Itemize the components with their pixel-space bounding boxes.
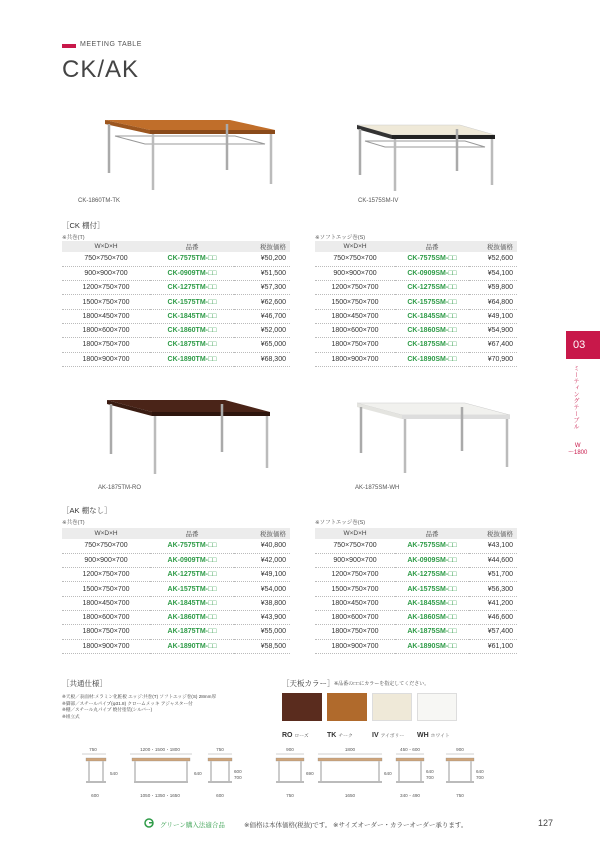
price-cell: ¥62,600 bbox=[234, 295, 290, 309]
price-cell: ¥54,900 bbox=[469, 323, 517, 337]
photo-caption-ck-iv: CK-1575SM-IV bbox=[358, 198, 399, 204]
size-cell: 1200×750×700 bbox=[62, 281, 150, 295]
photo-ck-tk bbox=[95, 108, 295, 198]
part-number-cell: AK-1845SM-□□ bbox=[395, 596, 469, 610]
col-header-price: 税抜価格 bbox=[234, 528, 290, 539]
side-width-label bbox=[568, 443, 587, 457]
price-cell: ¥38,800 bbox=[234, 596, 290, 610]
part-number-cell: CK-7575TM-□□ bbox=[150, 252, 234, 266]
ak-right-table bbox=[315, 528, 517, 654]
photo-ak-ro bbox=[95, 390, 295, 480]
dim-drawing-6 bbox=[396, 747, 434, 798]
side-category-label: ミーティングテーブル bbox=[572, 365, 578, 430]
part-number-cell: CK-1275TM-□□ bbox=[150, 281, 234, 295]
col-header-price: 税抜価格 bbox=[469, 528, 517, 539]
size-cell: 1800×750×700 bbox=[315, 338, 395, 352]
table-row bbox=[62, 295, 290, 309]
swatch-name: チーク bbox=[338, 734, 353, 739]
dim-drawing-4 bbox=[276, 747, 314, 798]
ak-left-table bbox=[62, 528, 290, 654]
price-cell: ¥52,000 bbox=[234, 323, 290, 337]
part-number-cell: AK-1875TM-□□ bbox=[150, 625, 234, 639]
price-cell: ¥55,000 bbox=[234, 625, 290, 639]
price-cell: ¥52,600 bbox=[469, 252, 517, 266]
size-cell: 1800×600×700 bbox=[62, 610, 150, 624]
part-number-cell: CK-1860SM-□□ bbox=[395, 323, 469, 337]
part-number-cell: AK-1860TM-□□ bbox=[150, 610, 234, 624]
col-header-size: W×D×H bbox=[62, 528, 150, 539]
dim-label: 700 bbox=[476, 775, 484, 780]
color-box-note: ※品番の□□にカラーを指定してください。 bbox=[334, 681, 430, 687]
dim-label: 540 bbox=[110, 771, 118, 776]
photo-caption-ak-wh: AK-1875SM-WH bbox=[355, 485, 400, 491]
table-row bbox=[315, 582, 517, 596]
table-row bbox=[315, 266, 517, 280]
dim-label: 450・600 bbox=[400, 747, 420, 752]
size-cell: 1500×750×700 bbox=[62, 295, 150, 309]
size-cell: 1800×600×700 bbox=[62, 323, 150, 337]
part-number-cell: CK-0909TM-□□ bbox=[150, 266, 234, 280]
green-logo-icon bbox=[143, 818, 157, 828]
part-number-cell: AK-0909SM-□□ bbox=[395, 553, 469, 567]
photo-caption-ak-ro: AK-1875TM-RO bbox=[98, 485, 142, 491]
ck-right-subtitle: ※ソフトエッジ巻(S) bbox=[315, 235, 366, 241]
col-header-price: 税抜価格 bbox=[469, 241, 517, 252]
part-number-cell: CK-1890SM-□□ bbox=[395, 352, 469, 366]
part-number-cell: AK-1575SM-□□ bbox=[395, 582, 469, 596]
price-cell: ¥46,600 bbox=[469, 610, 517, 624]
table-row bbox=[315, 568, 517, 582]
side-w-range: ～1800 bbox=[568, 450, 588, 456]
part-number-cell: AK-1890SM-□□ bbox=[395, 639, 469, 653]
table-row bbox=[315, 539, 517, 553]
swatch-name: ローズ bbox=[294, 734, 309, 739]
size-cell: 1500×750×700 bbox=[315, 295, 395, 309]
price-cell: ¥43,100 bbox=[469, 539, 517, 553]
part-number-cell: AK-1845TM-□□ bbox=[150, 596, 234, 610]
part-number-cell: AK-1875SM-□□ bbox=[395, 625, 469, 639]
dim-label: 750 bbox=[286, 793, 294, 798]
dim-drawing-3 bbox=[208, 747, 242, 798]
table-row bbox=[62, 568, 290, 582]
part-number-cell: AK-7575SM-□□ bbox=[395, 539, 469, 553]
dim-label: 750 bbox=[216, 747, 224, 752]
table-row bbox=[62, 596, 290, 610]
part-number-cell: AK-1275SM-□□ bbox=[395, 568, 469, 582]
table-row bbox=[62, 266, 290, 280]
table-row bbox=[62, 323, 290, 337]
table-row bbox=[62, 309, 290, 323]
table-row bbox=[62, 338, 290, 352]
col-header-part: 品番 bbox=[150, 241, 234, 252]
table-row bbox=[315, 610, 517, 624]
swatch-iv bbox=[372, 693, 412, 721]
dim-label: 600 bbox=[216, 793, 224, 798]
price-cell: ¥61,100 bbox=[469, 639, 517, 653]
swatch-code: TK bbox=[327, 732, 337, 739]
col-header-price: 税抜価格 bbox=[234, 241, 290, 252]
part-number-cell: CK-1875SM-□□ bbox=[395, 338, 469, 352]
part-number-cell: AK-7575TM-□□ bbox=[150, 539, 234, 553]
size-cell: 1200×750×700 bbox=[62, 568, 150, 582]
color-box-title: ［天板カラー］ bbox=[282, 679, 335, 688]
part-number-cell: CK-1845TM-□□ bbox=[150, 309, 234, 323]
table-row bbox=[62, 352, 290, 366]
ak-right-subtitle: ※ソフトエッジ巻(S) bbox=[315, 520, 366, 526]
dim-drawing-2 bbox=[130, 747, 202, 798]
table-row bbox=[62, 281, 290, 295]
price-cell: ¥57,400 bbox=[469, 625, 517, 639]
part-number-cell: AK-1860SM-□□ bbox=[395, 610, 469, 624]
dim-label: 1650 bbox=[344, 793, 356, 798]
price-cell: ¥65,000 bbox=[234, 338, 290, 352]
photo-caption-ck-tk: CK-1860TM-TK bbox=[78, 198, 121, 204]
size-cell: 1200×750×700 bbox=[315, 281, 395, 295]
price-cell: ¥51,700 bbox=[469, 568, 517, 582]
swatch-code: IV bbox=[372, 732, 379, 739]
table-row bbox=[62, 639, 290, 653]
part-number-cell: AK-0909TM-□□ bbox=[150, 553, 234, 567]
size-cell: 1800×750×700 bbox=[62, 338, 150, 352]
table-row bbox=[62, 582, 290, 596]
size-cell: 1800×900×700 bbox=[315, 639, 395, 653]
header-accent-bar bbox=[62, 44, 76, 48]
price-cell: ¥43,900 bbox=[234, 610, 290, 624]
price-cell: ¥42,000 bbox=[234, 553, 290, 567]
green-purchase-label: グリーン購入法適合品 bbox=[160, 822, 225, 829]
table-row bbox=[315, 338, 517, 352]
page-title: CK/AK bbox=[62, 56, 140, 83]
table-row bbox=[62, 625, 290, 639]
part-number-cell: CK-1860TM-□□ bbox=[150, 323, 234, 337]
table-row bbox=[315, 309, 517, 323]
size-cell: 900×900×700 bbox=[315, 266, 395, 280]
size-cell: 1800×450×700 bbox=[315, 596, 395, 610]
size-cell: 1800×900×700 bbox=[315, 352, 395, 366]
dim-label: 340・490 bbox=[400, 793, 420, 798]
size-cell: 1800×450×700 bbox=[315, 309, 395, 323]
table-row bbox=[62, 539, 290, 553]
swatch-code: RO bbox=[282, 732, 293, 739]
price-cell: ¥50,200 bbox=[234, 252, 290, 266]
part-number-cell: AK-1275TM-□□ bbox=[150, 568, 234, 582]
col-header-size: W×D×H bbox=[315, 528, 395, 539]
swatch-code: WH bbox=[417, 732, 429, 739]
price-cell: ¥68,300 bbox=[234, 352, 290, 366]
size-cell: 1200×750×700 bbox=[315, 568, 395, 582]
dim-label: 640 bbox=[384, 771, 392, 776]
size-cell: 1800×600×700 bbox=[315, 323, 395, 337]
size-cell: 750×750×700 bbox=[315, 252, 395, 266]
table-row bbox=[315, 553, 517, 567]
col-header-part: 品番 bbox=[395, 528, 469, 539]
common-spec-title: ［共通仕様］ bbox=[62, 679, 107, 688]
size-cell: 750×750×700 bbox=[62, 252, 150, 266]
dim-label: 700 bbox=[234, 775, 242, 780]
size-cell: 1800×900×700 bbox=[62, 639, 150, 653]
price-cell: ¥54,000 bbox=[234, 582, 290, 596]
size-cell: 750×750×700 bbox=[315, 539, 395, 553]
dim-label: 900 bbox=[286, 747, 294, 752]
table-row bbox=[315, 323, 517, 337]
price-cell: ¥64,800 bbox=[469, 295, 517, 309]
dim-label: 640 bbox=[194, 771, 202, 776]
size-cell: 1800×900×700 bbox=[62, 352, 150, 366]
category-label: MEETING TABLE bbox=[80, 41, 142, 48]
table-row bbox=[315, 625, 517, 639]
common-spec-box bbox=[62, 678, 272, 734]
swatch-label-wh bbox=[417, 724, 450, 742]
ck-section-title: ［CK 棚付］ bbox=[62, 221, 105, 230]
size-cell: 1500×750×700 bbox=[62, 582, 150, 596]
ck-left-subtitle: ※共巻(T) bbox=[62, 235, 85, 241]
dim-label: 600 bbox=[91, 793, 99, 798]
dim-label: 690 bbox=[306, 771, 314, 776]
price-cell: ¥59,800 bbox=[469, 281, 517, 295]
size-cell: 1800×600×700 bbox=[315, 610, 395, 624]
part-number-cell: AK-1575TM-□□ bbox=[150, 582, 234, 596]
price-cell: ¥67,400 bbox=[469, 338, 517, 352]
price-cell: ¥49,100 bbox=[234, 568, 290, 582]
price-cell: ¥54,100 bbox=[469, 266, 517, 280]
col-header-part: 品番 bbox=[150, 528, 234, 539]
size-cell: 900×900×700 bbox=[315, 553, 395, 567]
col-header-part: 品番 bbox=[395, 241, 469, 252]
size-cell: 1800×750×700 bbox=[315, 625, 395, 639]
table-row bbox=[315, 639, 517, 653]
table-row bbox=[62, 252, 290, 266]
dim-label: 640 bbox=[426, 769, 434, 774]
dim-drawing-5 bbox=[318, 747, 392, 798]
price-cell: ¥46,700 bbox=[234, 309, 290, 323]
ak-section-title: ［AK 棚なし］ bbox=[62, 506, 112, 515]
price-cell: ¥49,100 bbox=[469, 309, 517, 323]
size-cell: 1500×750×700 bbox=[315, 582, 395, 596]
dimension-drawings bbox=[80, 745, 520, 805]
dim-label: 1050・1350・1650 bbox=[140, 793, 180, 798]
table-row bbox=[315, 596, 517, 610]
dim-label: 1200・1500・1800 bbox=[140, 747, 180, 752]
part-number-cell: CK-1275SM-□□ bbox=[395, 281, 469, 295]
part-number-cell: CK-1575SM-□□ bbox=[395, 295, 469, 309]
table-row bbox=[315, 281, 517, 295]
size-cell: 900×900×700 bbox=[62, 553, 150, 567]
price-cell: ¥51,500 bbox=[234, 266, 290, 280]
part-number-cell: CK-1890TM-□□ bbox=[150, 352, 234, 366]
chapter-tab: 03 bbox=[566, 331, 600, 359]
swatch-label-iv bbox=[372, 724, 404, 742]
size-cell: 1800×450×700 bbox=[62, 309, 150, 323]
price-cell: ¥70,900 bbox=[469, 352, 517, 366]
dim-label: 750 bbox=[89, 747, 97, 752]
part-number-cell: CK-0909SM-□□ bbox=[395, 266, 469, 280]
ak-left-subtitle: ※共巻(T) bbox=[62, 520, 85, 526]
dim-label: 900 bbox=[456, 747, 464, 752]
price-cell: ¥58,500 bbox=[234, 639, 290, 653]
table-row bbox=[315, 352, 517, 366]
size-cell: 1800×450×700 bbox=[62, 596, 150, 610]
price-cell: ¥57,300 bbox=[234, 281, 290, 295]
dim-label: 1800 bbox=[344, 747, 356, 752]
size-cell: 900×900×700 bbox=[62, 266, 150, 280]
swatch-label-tk bbox=[327, 724, 353, 742]
dim-label: 750 bbox=[456, 793, 464, 798]
photo-ck-iv bbox=[345, 115, 515, 200]
top-color-box bbox=[282, 678, 472, 739]
common-spec-line: ※組立式 bbox=[62, 713, 80, 719]
swatch-tk bbox=[327, 693, 367, 721]
dim-drawing-7 bbox=[446, 747, 484, 798]
common-spec-line: ※天板／表面材:メラミン化粧板 エッジ:共巻(T) ソフトエッジ巻(S) 28mm厚 bbox=[62, 694, 217, 699]
swatch-label-ro bbox=[282, 724, 309, 742]
part-number-cell: CK-1575TM-□□ bbox=[150, 295, 234, 309]
col-header-size: W×D×H bbox=[62, 241, 150, 252]
table-row bbox=[315, 252, 517, 266]
dim-label: 640 bbox=[476, 769, 484, 774]
part-number-cell: CK-1845SM-□□ bbox=[395, 309, 469, 323]
table-row bbox=[62, 610, 290, 624]
price-cell: ¥41,200 bbox=[469, 596, 517, 610]
col-header-size: W×D×H bbox=[315, 241, 395, 252]
part-number-cell: CK-1875TM-□□ bbox=[150, 338, 234, 352]
dim-drawing-1 bbox=[82, 747, 118, 798]
swatch-wh bbox=[417, 693, 457, 721]
common-spec-line: ※棚／スチール丸パイプ 焼付塗装(シルバー) bbox=[62, 707, 153, 712]
size-cell: 750×750×700 bbox=[62, 539, 150, 553]
footer-note: ※価格は本体価格(税抜)です。 ※サイズオーダー・カラーオーダー承ります。 bbox=[244, 822, 468, 829]
price-cell: ¥44,600 bbox=[469, 553, 517, 567]
common-spec-line: ※脚部／スチールパイプ(φ31.8) クロームメッキ アジャスター付 bbox=[62, 700, 193, 706]
part-number-cell: AK-1890TM-□□ bbox=[150, 639, 234, 653]
ck-left-table bbox=[62, 241, 290, 367]
dim-label: 700 bbox=[426, 775, 434, 780]
price-cell: ¥56,300 bbox=[469, 582, 517, 596]
swatch-name: ホワイト bbox=[430, 734, 450, 739]
ck-right-table bbox=[315, 241, 517, 367]
swatch-name: アイボリー bbox=[380, 734, 405, 739]
swatch-ro bbox=[282, 693, 322, 721]
side-w-letter: W bbox=[574, 443, 581, 449]
part-number-cell: CK-7575SM-□□ bbox=[395, 252, 469, 266]
page-number: 127 bbox=[538, 818, 554, 828]
table-row bbox=[315, 295, 517, 309]
price-cell: ¥40,800 bbox=[234, 539, 290, 553]
table-row bbox=[62, 553, 290, 567]
dim-label: 600 bbox=[234, 769, 242, 774]
photo-ak-wh bbox=[345, 395, 525, 480]
size-cell: 1800×750×700 bbox=[62, 625, 150, 639]
